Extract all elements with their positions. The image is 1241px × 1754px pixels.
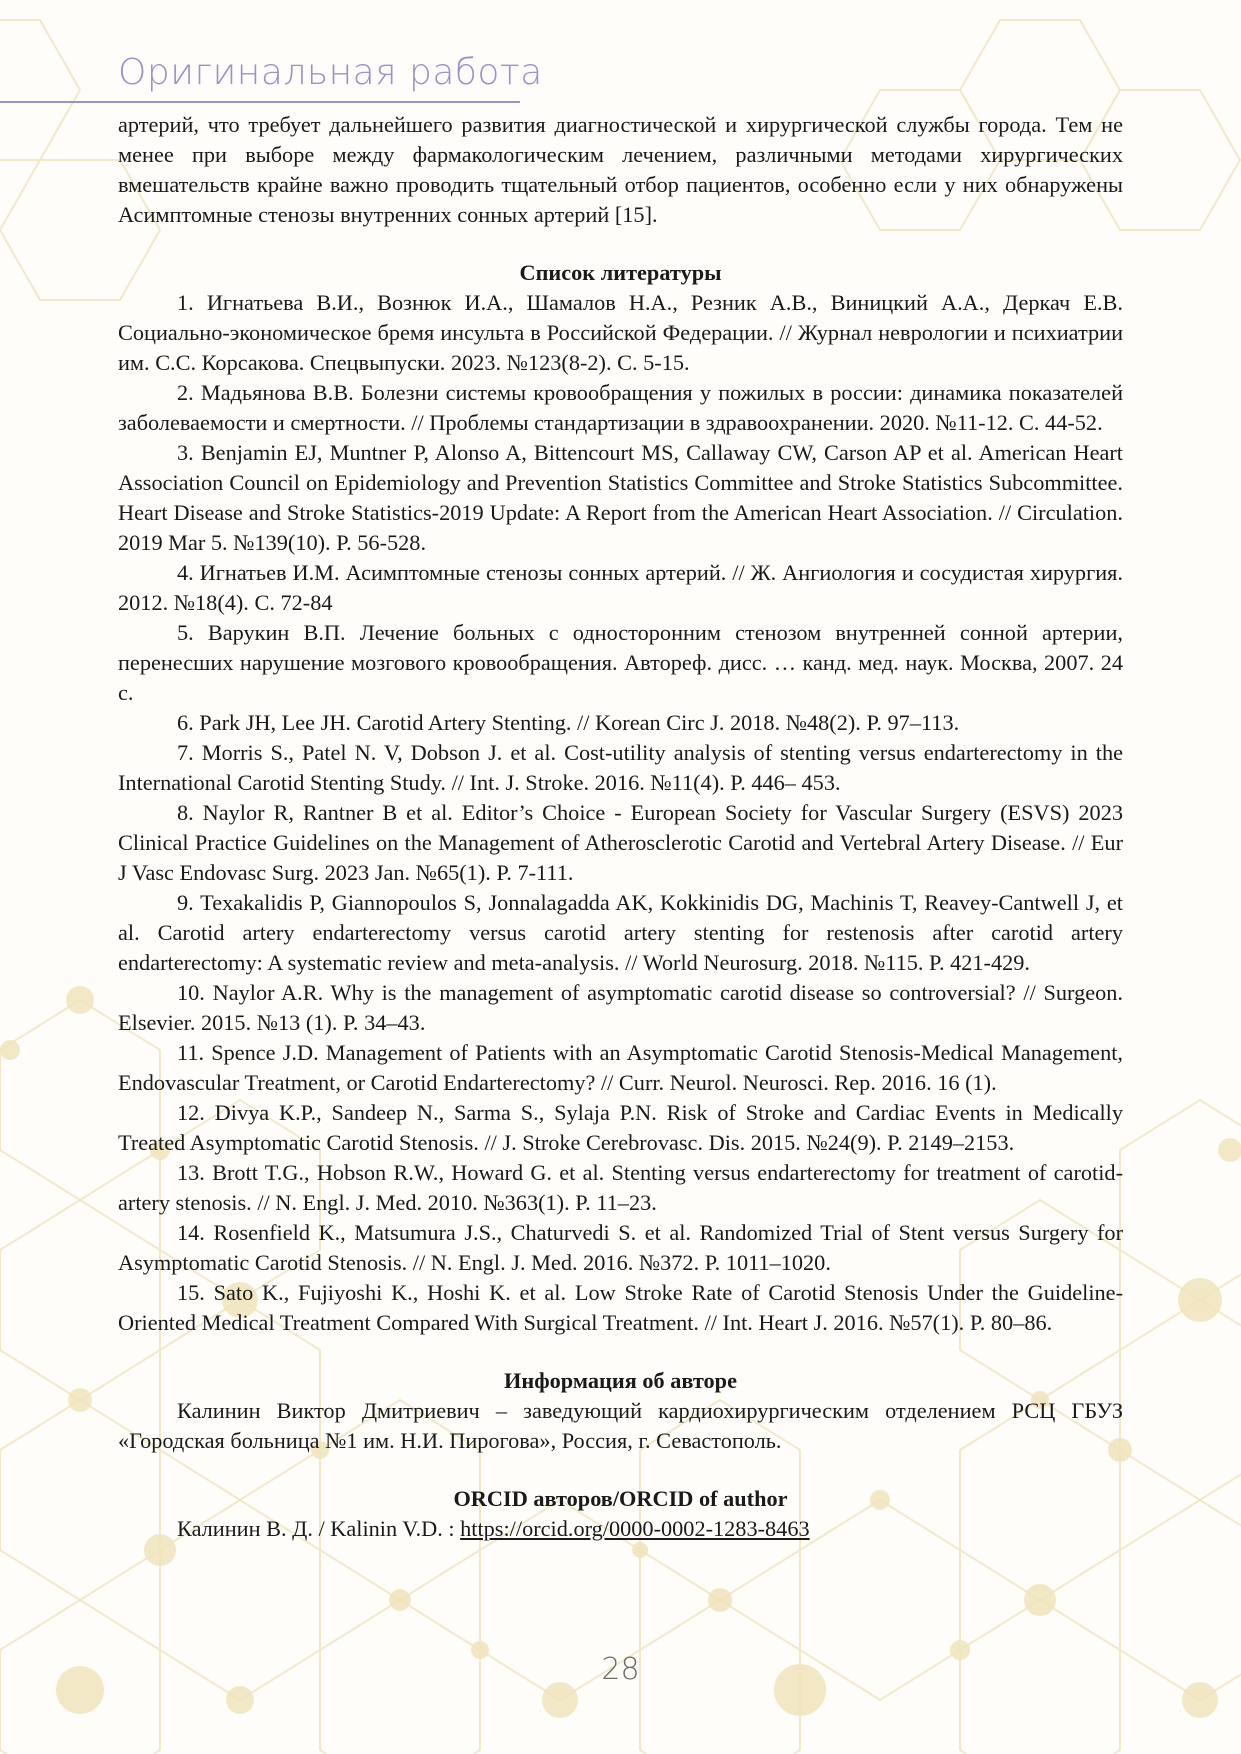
- section-header-title: Оригинальная работа: [118, 52, 543, 93]
- reference-item: 8. Naylor R, Rantner B et al. Editor’s Choice - European Society for Vascular Surgery (ESVS) 2023 Clinical Practice Guidelines on the Management of Atherosclerotic Carotid and Vertebral Artery Disease. // Eur J Vasc Endovasc Surg. 2023 Jan. №65(1). P. 7-111.: [118, 800, 1123, 885]
- reference-item: 3. Benjamin EJ, Muntner P, Alonso A, Bittencourt MS, Callaway CW, Carson AP et al. American Heart Association Council on Epidemiology and Prevention Statistics Committee and Stroke Statistics Subcommittee. Heart Disease and Stroke Statistics-2019 Update: A Report from the American Heart Association. // Circulation. 2019 Mar 5. №139(10). P. 56-528.: [118, 440, 1123, 555]
- orcid-heading: ORCID авторов/ORCID of author: [453, 1486, 788, 1511]
- reference-item: 12. Divya K.P., Sandeep N., Sarma S., Sylaja P.N. Risk of Stroke and Cardiac Events in Medically Treated Asymptomatic Carotid Stenosis. // J. Stroke Cerebrovasc. Dis. 2015. №24(9). P. 2149–2153.: [118, 1100, 1123, 1155]
- intro-paragraph: артерий, что требует дальнейшего развития диагностической и хирургической службы города. Тем не менее при выборе между фармакологическим лечением, различными методами хирургических вмешательств крайне важно проводить тщательный отбор пациентов, особенно если у них обнаружены Асимптомные стенозы внутренних сонных артерий [15].: [118, 112, 1123, 227]
- reference-item: 9. Texakalidis P, Giannopoulos S, Jonnalagadda AK, Kokkinidis DG, Machinis T, Reavey-Cantwell J, et al. Carotid artery endarterectomy versus carotid artery stenting for restenosis after carotid artery endarterectomy: A systematic review and meta-analysis. // World Neurosurg. 2018. №115. P. 421-429.: [118, 890, 1123, 975]
- reference-item: 4. Игнатьев И.М. Асимптомные стенозы сонных артерий. // Ж. Ангиология и сосудистая хирургия. 2012. №18(4). С. 72-84: [118, 560, 1123, 615]
- page-content: [118, 110, 1123, 1544]
- reference-item: 2. Мадьянова В.В. Болезни системы кровообращения у пожилых в россии: динамика показателей заболеваемости и смертности. // Проблемы стандартизации в здравоохранении. 2020. №11-12. С. 44-52.: [118, 380, 1123, 435]
- reference-item: 5. Варукин В.П. Лечение больных с односторонним стенозом внутренней сонной артерии, перенесших нарушение мозгового кровообращения. Автореф. дисс. … канд. мед. наук. Москва, 2007. 24 с.: [118, 620, 1123, 705]
- reference-item: 10. Naylor A.R. Why is the management of asymptomatic carotid disease so controversial? // Surgeon. Elsevier. 2015. №13 (1). P. 34–43.: [118, 980, 1123, 1035]
- references-heading: Список литературы: [519, 260, 722, 285]
- reference-item: 6. Park JH, Lee JH. Carotid Artery Stenting. // Korean Circ J. 2018. №48(2). P. 97–113.: [177, 710, 960, 735]
- orcid-link[interactable]: https://orcid.org/0000-0002-1283-8463: [460, 1516, 810, 1541]
- orcid-line: [118, 1514, 1123, 1544]
- references-list: [118, 288, 1123, 1338]
- reference-item: 13. Brott T.G., Hobson R.W., Howard G. et al. Stenting versus endarterectomy for treatment of carotid-artery stenosis. // N. Engl. J. Med. 2010. №363(1). P. 11–23.: [118, 1160, 1123, 1215]
- reference-item: 14. Rosenfield K., Matsumura J.S., Chaturvedi S. et al. Randomized Trial of Stent versus Surgery for Asymptomatic Carotid Stenosis. // N. Engl. J. Med. 2016. №372. P. 1011–1020.: [118, 1220, 1123, 1275]
- reference-item: 11. Spence J.D. Management of Patients with an Asymptomatic Carotid Stenosis-Medical Management, Endovascular Treatment, or Carotid Endarterectomy? // Curr. Neurol. Neurosci. Rep. 2016. 16 (1).: [118, 1040, 1123, 1095]
- author-info-text: Калинин Виктор Дмитриевич – заведующий кардиохирургическим отделением РСЦ ГБУЗ «Городская больница №1 им. Н.И. Пирогова», Россия, г. Севастополь.: [118, 1398, 1123, 1453]
- orcid-author-label: Калинин В. Д. / Kalinin V.D. :: [177, 1516, 461, 1541]
- header-divider: [0, 101, 520, 103]
- reference-item: 1. Игнатьева В.И., Вознюк И.А., Шамалов Н.А., Резник А.В., Виницкий А.А., Деркач Е.В. Социально-экономическое бремя инсульта в Российской Федерации. // Журнал неврологии и психиатрии им. С.С. Корсакова. Спецвыпуски. 2023. №123(8-2). С. 5-15.: [118, 290, 1123, 375]
- reference-item: 7. Morris S., Patel N. V, Dobson J. et al. Cost-utility analysis of stenting versus endarterectomy in the International Carotid Stenting Study. // Int. J. Stroke. 2016. №11(4). P. 446– 453.: [118, 740, 1123, 795]
- author-info-heading: Информация об авторе: [504, 1368, 737, 1393]
- page-number: 28: [601, 1652, 640, 1687]
- reference-item: 15. Sato K., Fujiyoshi K., Hoshi K. et al. Low Stroke Rate of Carotid Stenosis Under the Guideline-Oriented Medical Treatment Compared With Surgical Treatment. // Int. Heart J. 2016. №57(1). P. 80–86.: [118, 1280, 1123, 1335]
